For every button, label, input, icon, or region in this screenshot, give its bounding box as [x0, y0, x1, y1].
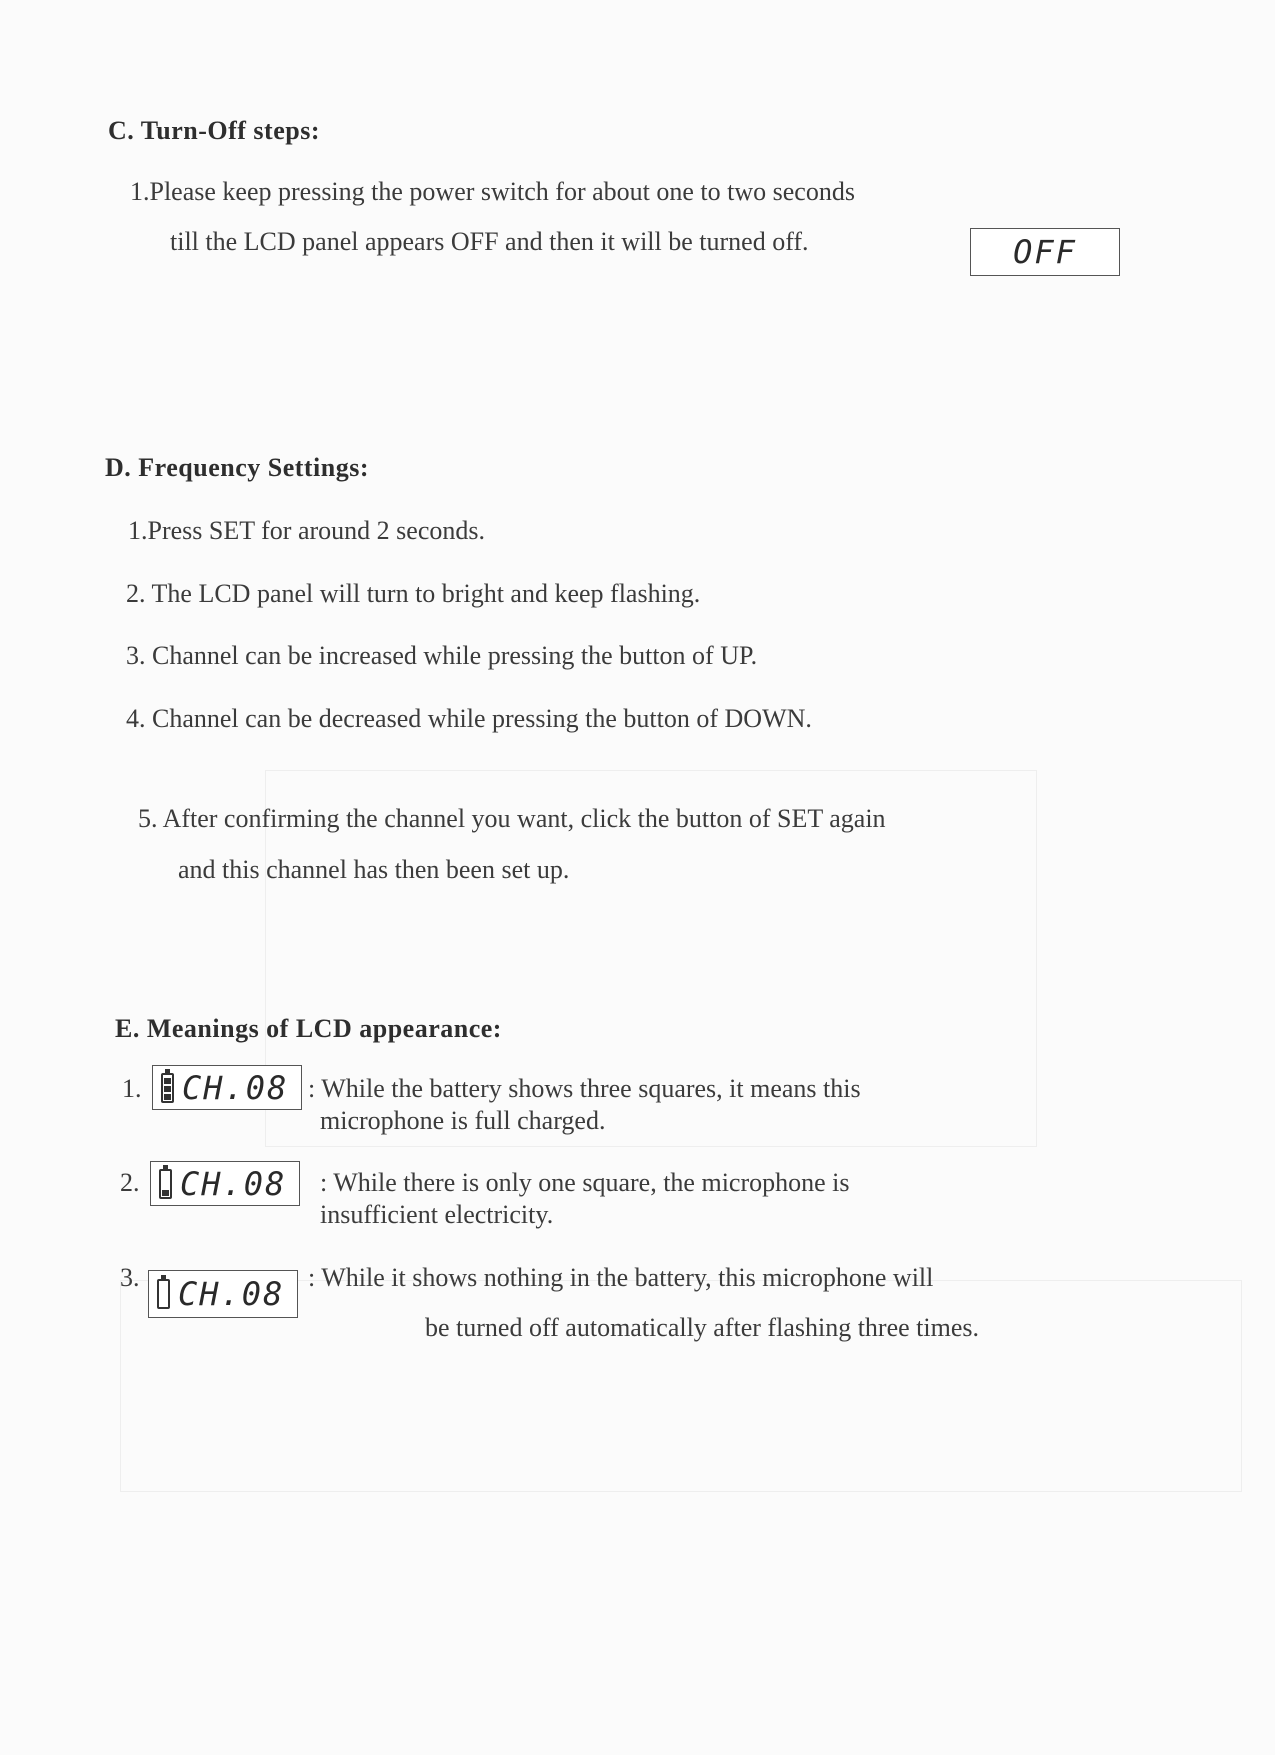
lcd-off-display	[970, 228, 1120, 276]
section-d-item-3: 3. Channel can be increased while pressing the button of UP.	[126, 641, 758, 670]
lcd-low-battery	[150, 1161, 300, 1206]
item-3-number: 3.	[120, 1263, 140, 1292]
item-2-text-1: : While there is only one square, the microphone is	[320, 1168, 850, 1197]
lcd-full-battery	[152, 1065, 302, 1110]
section-d-item-5: 5. After confirming the channel you want, click the button of SET again	[138, 804, 886, 833]
section-c-line-2: till the LCD panel appears OFF and then it will be turned off.	[170, 227, 809, 256]
item-1-number: 1.	[122, 1074, 142, 1103]
section-e-heading: E. Meanings of LCD appearance:	[115, 1014, 502, 1043]
section-d-item-1: 1.Press SET for around 2 seconds.	[128, 516, 485, 545]
item-1-text-2: microphone is full charged.	[320, 1106, 606, 1135]
battery-full-icon	[161, 1073, 174, 1103]
lcd-channel-text: CH.08	[182, 1068, 289, 1107]
section-d-item-2: 2. The LCD panel will turn to bright and keep flashing.	[126, 579, 701, 608]
section-d-item-4: 4. Channel can be decreased while pressing the button of DOWN.	[126, 704, 812, 733]
lcd-channel-text: CH.08	[178, 1275, 285, 1313]
battery-empty-icon	[157, 1279, 170, 1309]
section-c-heading: C. Turn-Off steps:	[108, 116, 320, 145]
item-3-text-1: : While it shows nothing in the battery, this microphone will	[308, 1263, 934, 1292]
lcd-empty-battery	[148, 1270, 298, 1318]
section-c-line-1: 1.Please keep pressing the power switch for about one to two seconds	[130, 177, 855, 206]
lcd-channel-text: CH.08	[180, 1164, 287, 1203]
item-2-number: 2.	[120, 1168, 140, 1197]
item-2-text-2: insufficient electricity.	[320, 1200, 554, 1229]
lcd-off-text: OFF	[1013, 233, 1077, 271]
section-d-item-5-cont: and this channel has then been set up.	[178, 855, 570, 884]
item-1-text-1: : While the battery shows three squares, it means this	[308, 1074, 861, 1103]
battery-low-icon	[159, 1169, 172, 1199]
section-d-heading: D. Frequency Settings:	[105, 453, 370, 482]
item-3-text-2: be turned off automatically after flashing three times.	[425, 1313, 979, 1342]
